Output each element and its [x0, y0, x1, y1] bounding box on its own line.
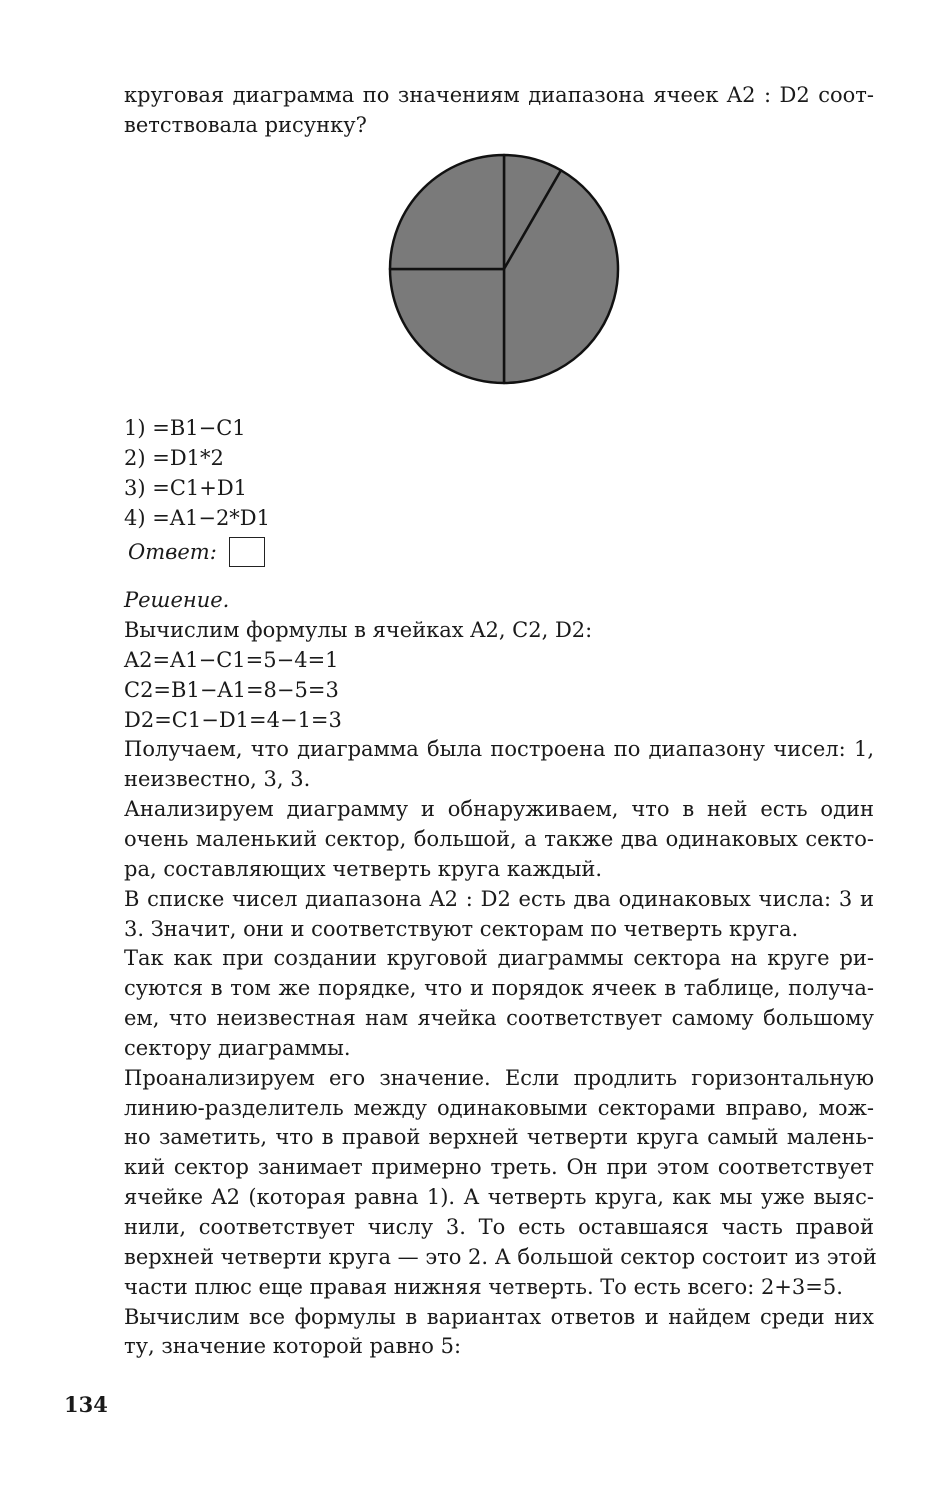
- solution-line: части плюс еще правая нижняя четверть. То есть всего: 2+3=5.: [124, 1274, 843, 1299]
- solution-line: неизвестно, 3, 3.: [124, 767, 311, 792]
- solution-line: Получаем, что диаграмма была построена по диапазону чисел: 1,: [124, 737, 874, 762]
- solution-line: ра, составляющих четверть круга каждый.: [124, 856, 603, 881]
- question-text-line-1: круговая диаграмма по значениям диапазона ячеек A2 : D2 соот-: [124, 83, 874, 107]
- solution-line: сектору диаграммы.: [124, 1035, 351, 1060]
- solution-line: ячейке A2 (которая равна 1). А четверть круга, как мы уже выяс-: [124, 1185, 874, 1210]
- solution-line: нили, соответствует числу 3. То есть оставшаяся часть правой: [124, 1215, 874, 1239]
- solution-line: 3. Значит, они и соответствуют секторам по четверть круга.: [124, 916, 799, 941]
- solution-line: Так как при создании круговой диаграммы сектора на круге ри-: [124, 946, 874, 971]
- solution-line: но заметить, что в правой верхней четверти круга самый малень-: [124, 1125, 874, 1150]
- answer-label: Ответ:: [128, 540, 217, 564]
- solution-line: ем, что неизвестная нам ячейка соответствует самому большому: [124, 1006, 874, 1031]
- question-text-line-2: ветствовала рисунку?: [124, 113, 367, 137]
- solution-line: Анализируем диаграмму и обнаруживаем, что в ней есть один: [124, 797, 874, 822]
- solution-line: D2=C1−D1=4−1=3: [124, 707, 342, 732]
- solution-line: очень маленький сектор, большой, а также два одинаковых секто-: [124, 826, 874, 851]
- solution-line: A2=A1−C1=5−4=1: [124, 647, 339, 672]
- solution-line: Вычислим все формулы в вариантах ответов и найдем среди них: [124, 1304, 874, 1329]
- option-1: 1) =B1−C1: [124, 416, 246, 440]
- option-3: 3) =C1+D1: [124, 476, 248, 500]
- solution-heading: Решение.: [124, 588, 230, 612]
- option-4: 4) =A1−2*D1: [124, 506, 271, 530]
- solution-line: Проанализируем его значение. Если продлить горизонтальную: [124, 1065, 874, 1090]
- solution-line: верхней четверти круга — это 2. А большой сектор состоит из этой: [124, 1244, 877, 1269]
- pie-slice-C2: [390, 269, 504, 383]
- answer-box[interactable]: [229, 537, 265, 567]
- option-2: 2) =D1*2: [124, 446, 224, 470]
- page-number: 134: [64, 1392, 108, 1417]
- solution-line: Вычислим формулы в ячейках A2, C2, D2:: [124, 618, 593, 642]
- solution-line: C2=B1−A1=8−5=3: [124, 677, 339, 702]
- solution-line: ту, значение которой равно 5:: [124, 1334, 462, 1359]
- pie-chart: [380, 152, 630, 402]
- solution-line: суются в том же порядке, что и порядок ячеек в таблице, получа-: [124, 976, 874, 1001]
- solution-line: кий сектор занимает примерно треть. Он при этом соответствует: [124, 1155, 874, 1180]
- pie-slice-D2: [390, 155, 504, 269]
- solution-line: линию-разделитель между одинаковыми секторами вправо, мож-: [124, 1095, 874, 1120]
- solution-line: В списке чисел диапазона A2 : D2 есть два одинаковых числа: 3 и: [124, 886, 874, 911]
